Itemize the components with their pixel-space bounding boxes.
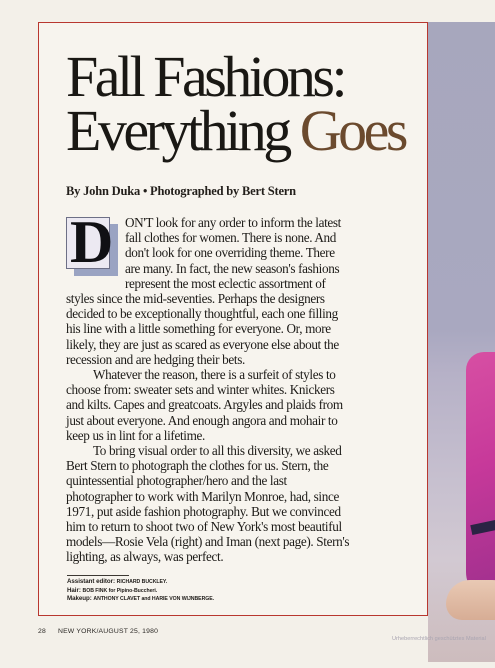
credit-label: Makeup: [67, 595, 92, 603]
headline-accent-word: Goes [299, 98, 405, 163]
credit-value: BOB FINK for Pipino-Buccheri. [82, 587, 158, 594]
publication-line: NEW YORK/AUGUST 25, 1980 [57, 628, 159, 635]
headline-line-2 [66, 98, 426, 163]
fashion-photo-edge [428, 22, 495, 662]
credit-value: ANTHONY CLAVET and HARIE VON WIJNBERGE. [93, 596, 215, 603]
pink-sleeve-graphic [466, 352, 495, 602]
hand-graphic [446, 580, 495, 620]
paragraph-1 [66, 209, 351, 367]
drop-cap [66, 209, 118, 277]
byline: By John Duka • Photographed by Bert Stern [66, 184, 296, 198]
headline-line-1: Fall Fashions: [66, 44, 345, 109]
credit-line [67, 587, 367, 596]
paragraph-3: To bring visual order to all this diversity, we asked Bert Stern to photograph the clothes for us. Stern, the quintessential photographer/hero and the last photographer to work with Marilyn Monroe, had, since 1971, put aside fashion photography. But we convinced him to return to shoot two of New York's most beautiful models—Rosie Vela (right) and Iman (next page). Stern's lighting, as always, was perfect. [66, 443, 350, 565]
headline-line-2-part-1: Everything [66, 98, 300, 163]
drop-cap-letter: D [70, 209, 114, 275]
article-headline [66, 44, 426, 163]
paragraph-2: Whatever the reason, there is a surfeit of styles to choose from: sweater sets and winter whites. Knickers and kilts. Capes and greatcoats. Argyles and plaids from just about everyone. And enough angora and mohair to keep us in lint for a lifetime. [66, 367, 343, 443]
credit-line [67, 578, 367, 587]
credit-label: Hair: [67, 586, 81, 594]
credits-divider [67, 575, 129, 576]
copyright-watermark: Urheberrechtlich geschütztes Material [392, 636, 486, 642]
credit-value: RICHARD BUCKLEY. [116, 579, 168, 585]
credit-label: Assistant editor: [67, 578, 115, 585]
page-number: 28 [38, 628, 46, 635]
article-body [66, 209, 351, 565]
paragraph-1-text: ON'T look for any order to inform the latest fall clothes for women. There is none. And don't look for one overriding theme. There are many. In fact, the new season's fashions represent the most eclectic assortment of styles since the mid-seventies. Perhaps the designers decided to be exceptionally thoughtful, each one filling his line with a little something for everyone. Or, more likely, they are just as scared as everyone else about the recession and are hedging their bets. [66, 215, 341, 367]
credit-line [67, 595, 367, 604]
staff-credits [67, 578, 367, 604]
page-footer [38, 628, 158, 635]
